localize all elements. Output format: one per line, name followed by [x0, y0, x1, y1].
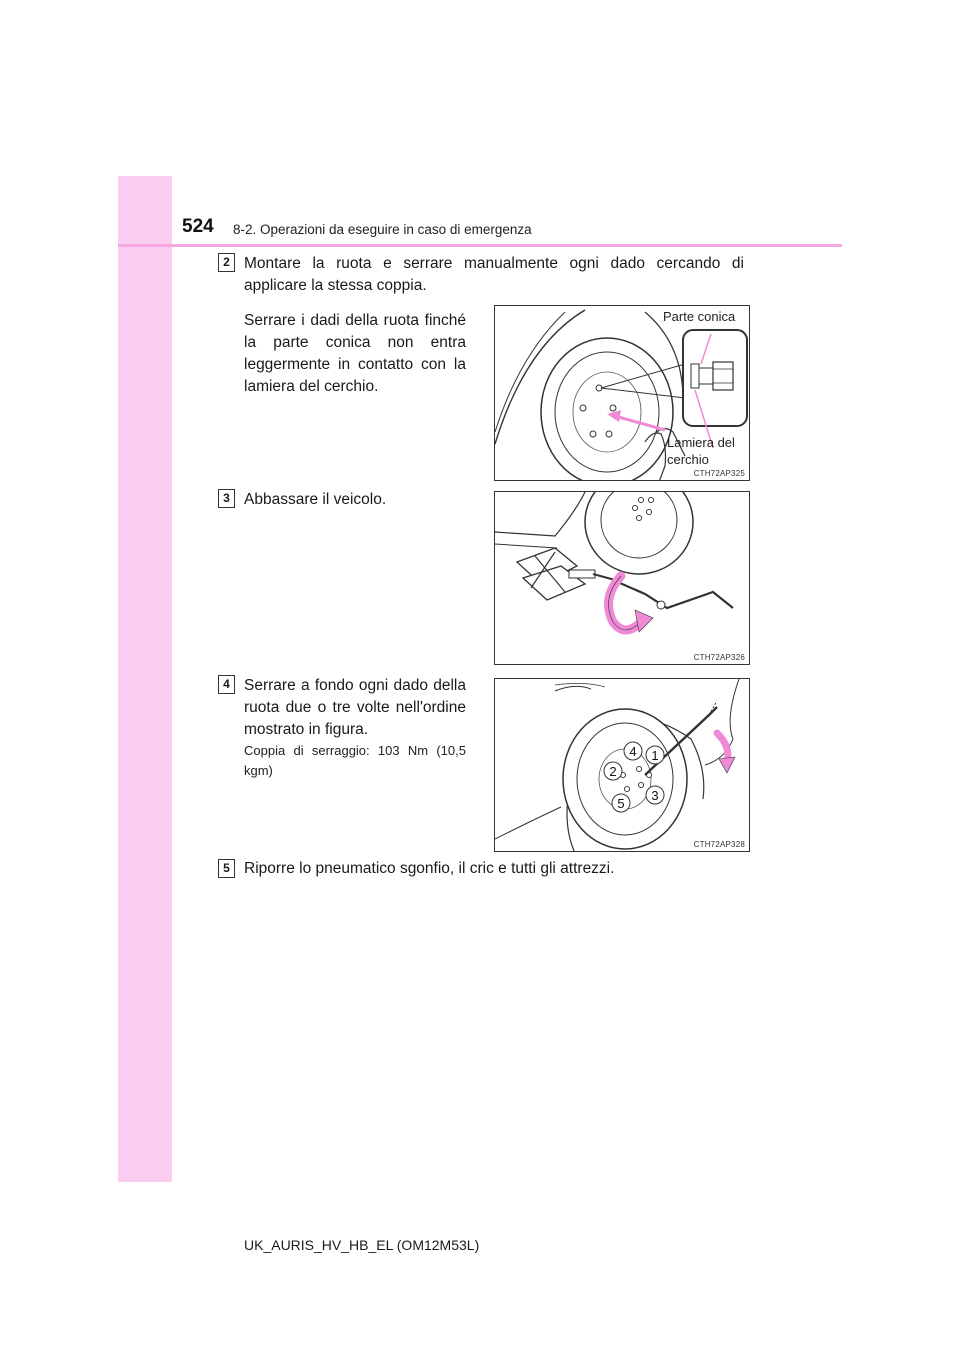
- step-2-text: Montare la ruota e serrare manualmente ogni dado cercando di applicare la stessa coppia.: [244, 255, 744, 294]
- step-5-text: Riporre lo pneumatico sgonfio, il cric e tutti gli attrezzi.: [244, 860, 615, 877]
- step-number-5: 5: [218, 859, 235, 878]
- step-number-4: 4: [218, 675, 235, 694]
- label-conical-part: Parte conica: [663, 309, 736, 324]
- figure-wheel-mount: [494, 305, 750, 481]
- figure-code: CTH72AP325: [693, 469, 745, 478]
- order-number-5: 5: [617, 796, 625, 811]
- document-id: UK_AURIS_HV_HB_EL (OM12M53L): [244, 1237, 480, 1253]
- page-number: 524: [182, 216, 214, 237]
- tightening-order-illustration: [495, 679, 750, 852]
- step-2-subtext: Serrare i dadi della ruota finché la parte conica non entra leggermente in contatto con la lamiera del cerchio.: [244, 312, 466, 395]
- order-number-1: 1: [651, 748, 659, 763]
- order-number-4: 4: [629, 744, 637, 759]
- side-color-strip: [118, 176, 172, 1182]
- order-number-3: 3: [651, 788, 659, 803]
- figure-code: CTH72AP328: [693, 840, 745, 849]
- jack-lowering-illustration: [495, 492, 750, 665]
- header-rule: [118, 244, 842, 247]
- step-number-3: 3: [218, 489, 235, 508]
- section-title: 8-2. Operazioni da eseguire in caso di emergenza: [233, 222, 532, 237]
- torque-note: Coppia di serraggio: 103 Nm (10,5 kgm): [244, 743, 466, 778]
- step-number-2: 2: [218, 253, 235, 272]
- order-number-2: 2: [609, 764, 617, 779]
- step-3-text: Abbassare il veicolo.: [244, 491, 387, 508]
- figure-code: CTH72AP326: [693, 653, 745, 662]
- step-4-text: Serrare a fondo ogni dado della ruota due o tre volte nell'ordine mostrato in figura.: [244, 677, 466, 738]
- figure-tightening-order: [494, 678, 750, 852]
- figure-lower-vehicle: [494, 491, 750, 665]
- label-rim-sheet: Lamiera del cerchio: [667, 435, 735, 467]
